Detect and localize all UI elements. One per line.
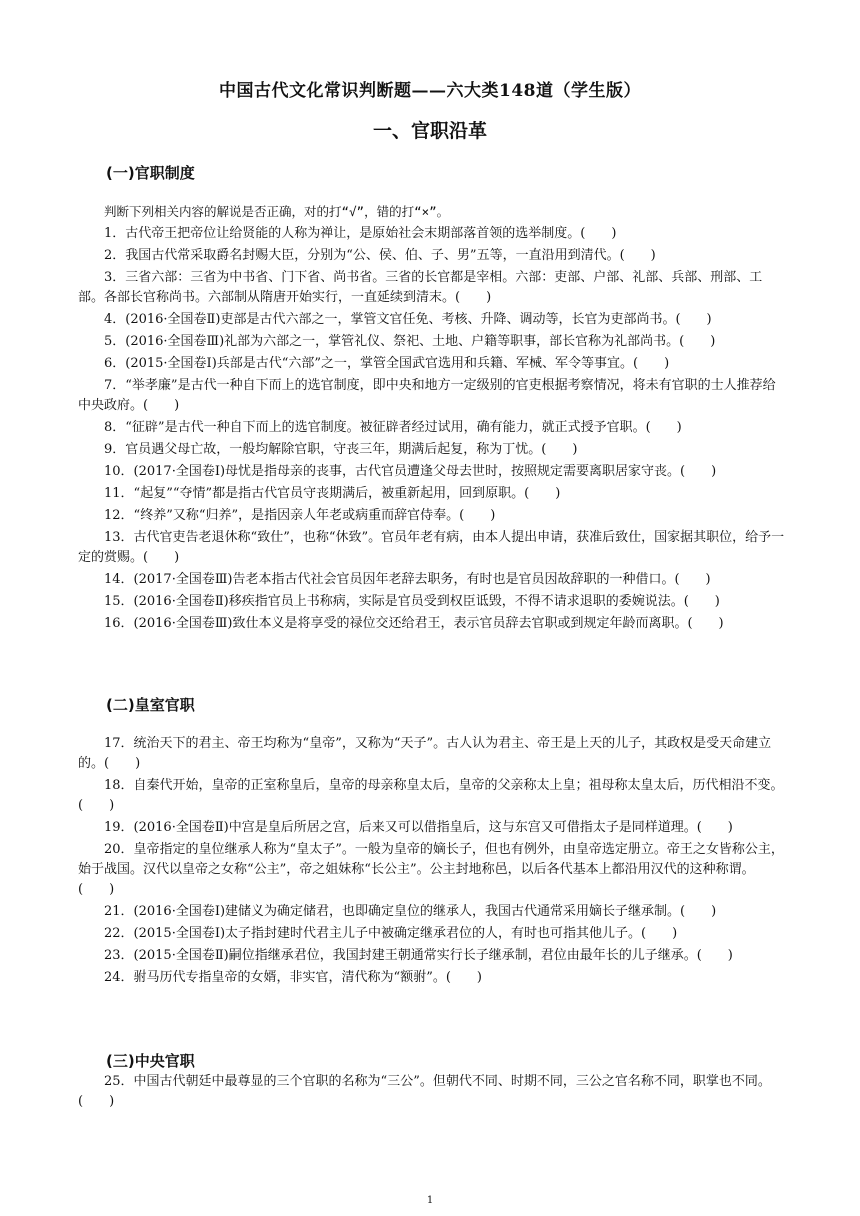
question-item: 17．统治天下的君主、帝王均称为“皇帝”，又称为“天子”。古人认为君主、帝王是上天的儿子，其政权是受天命建立的。( ) xyxy=(78,736,772,771)
question-item: 5．(2016·全国卷Ⅲ)礼部为六部之一，掌管礼仪、祭祀、土地、户籍等职事，部长官称为礼部尚书。( ) xyxy=(104,334,716,349)
question-item: 2．我国古代常采取爵名封赐大臣，分别为“公、侯、伯、子、男”五等，一直沿用到清代。( ) xyxy=(104,248,656,263)
question-item: 16．(2016·全国卷Ⅲ)致仕本义是将享受的禄位交还给君王，表示官员辞去官职或到规定年龄而离职。( ) xyxy=(104,616,724,631)
question-item: 18．自秦代开始，皇帝的正室称皇后，皇帝的母亲称皇太后，皇帝的父亲称太上皇；祖母称太皇太后，历代相沿不变。( ) xyxy=(78,778,784,813)
instruction-text: 判断下列相关内容的解说是否正确，对的打“√”，错的打“×”。 xyxy=(104,204,450,219)
section-title: 一、官职沿革 xyxy=(372,120,487,142)
question-item: 9．官员遇父母亡故，一般均解除官职，守丧三年，期满后起复，称为丁忧。( ) xyxy=(104,442,578,457)
question-item: 12．“终养”又称“归养”，是指因亲人年老或病重而辞官侍奉。( ) xyxy=(104,508,496,523)
question-item: 6．(2015·全国卷Ⅰ)兵部是古代“六部”之一，掌管全国武官选用和兵籍、军械、军令等事宜。( ) xyxy=(104,356,670,371)
question-item: 25．中国古代朝廷中最尊显的三个官职的名称为“三公”。但朝代不同、时期不同，三公之官名称不同，职掌也不同。( ) xyxy=(78,1074,771,1109)
subsection-title-central-offices: (三)中央官职 xyxy=(106,1052,195,1070)
subsection-body-imperial-offices xyxy=(78,734,788,988)
question-item: 14．(2017·全国卷Ⅲ)告老本指古代社会官员因年老辞去职务，有时也是官员因故辞职的一种借口。( ) xyxy=(104,572,711,587)
question-item: 3．三省六部：三省为中书省、门下省、尚书省。三省的长官都是宰相。六部：吏部、户部、礼部、兵部、刑部、工部。各部长官称尚书。六部制从隋唐开始实行，一直延续到清末。( ) xyxy=(78,270,763,305)
question-item: 19．(2016·全国卷Ⅱ)中宫是皇后所居之宫，后来又可以借指皇后，这与东宫又可借指太子是同样道理。( ) xyxy=(104,820,733,835)
question-item: 4．(2016·全国卷Ⅱ)吏部是古代六部之一，掌管文官任免、考核、升降、调动等，长官为吏部尚书。( ) xyxy=(104,312,712,327)
question-item: 10．(2017·全国卷Ⅰ)母忧是指母亲的丧事，古代官员遭逢父母去世时，按照规定需要离职居家守丧。( ) xyxy=(104,464,717,479)
question-item: 22．(2015·全国卷Ⅰ)太子指封建时代君主儿子中被确定继承君位的人，有时也可指其他儿子。( ) xyxy=(104,926,678,941)
question-item: 15．(2016·全国卷Ⅱ)移疾指官员上书称病，实际是官员受到权臣诋毁，不得不请求退职的委婉说法。( ) xyxy=(104,594,720,609)
subsection-title-imperial-offices: (二)皇室官职 xyxy=(106,696,195,714)
question-item: 13．古代官吏告老退休称“致仕”，也称“休致”。官员年老有病，由本人提出申请，获准后致仕，国家据其职位，给予一定的赏赐。( ) xyxy=(78,530,785,565)
question-item: 8．“征辟”是古代一种自下而上的选官制度。被征辟者经过试用，确有能力，就正式授予官职。( ) xyxy=(104,420,682,435)
subsection-body-official-system xyxy=(78,202,788,634)
question-item: 21．(2016·全国卷Ⅰ)建储义为确定储君，也即确定皇位的继承人，我国古代通常采用嫡长子继承制。( ) xyxy=(104,904,717,919)
subsection-title-official-system: (一)官职制度 xyxy=(106,164,195,182)
question-item: 1．古代帝王把帝位让给贤能的人称为禅让，是原始社会末期部落首领的选举制度。( ) xyxy=(104,226,617,241)
question-item: 23．(2015·全国卷Ⅱ)嗣位指继承君位，我国封建王朝通常实行长子继承制，君位由最年长的儿子继承。( ) xyxy=(104,948,733,963)
document-title: 中国古代文化常识判断题——六大类148道（学生版） xyxy=(219,81,641,101)
question-item: 11．“起复”“夺情”都是指古代官员守丧期满后，被重新起用，回到原职。( ) xyxy=(104,486,561,501)
question-item: 24．驸马历代专指皇帝的女婿，非实官，清代称为“额驸”。( ) xyxy=(104,970,482,985)
subsection-body-central-offices xyxy=(78,1072,788,1112)
page-number: 1 xyxy=(426,1195,434,1206)
question-item: 20．皇帝指定的皇位继承人称为“皇太子”。一般为皇帝的嫡长子，但也有例外，由皇帝选定册立。帝王之女皆称公主，始于战国。汉代以皇帝之女称“公主”，帝之姐妹称“长公主”。公主封地称邑，以后各代基本上都沿用汉代的这种称谓。( ) xyxy=(78,842,784,897)
question-item: 7．“举孝廉”是古代一种自下而上的选官制度，即中央和地方一定级别的官吏根据考察情况，将未有官职的士人推荐给中央政府。( ) xyxy=(78,378,776,413)
